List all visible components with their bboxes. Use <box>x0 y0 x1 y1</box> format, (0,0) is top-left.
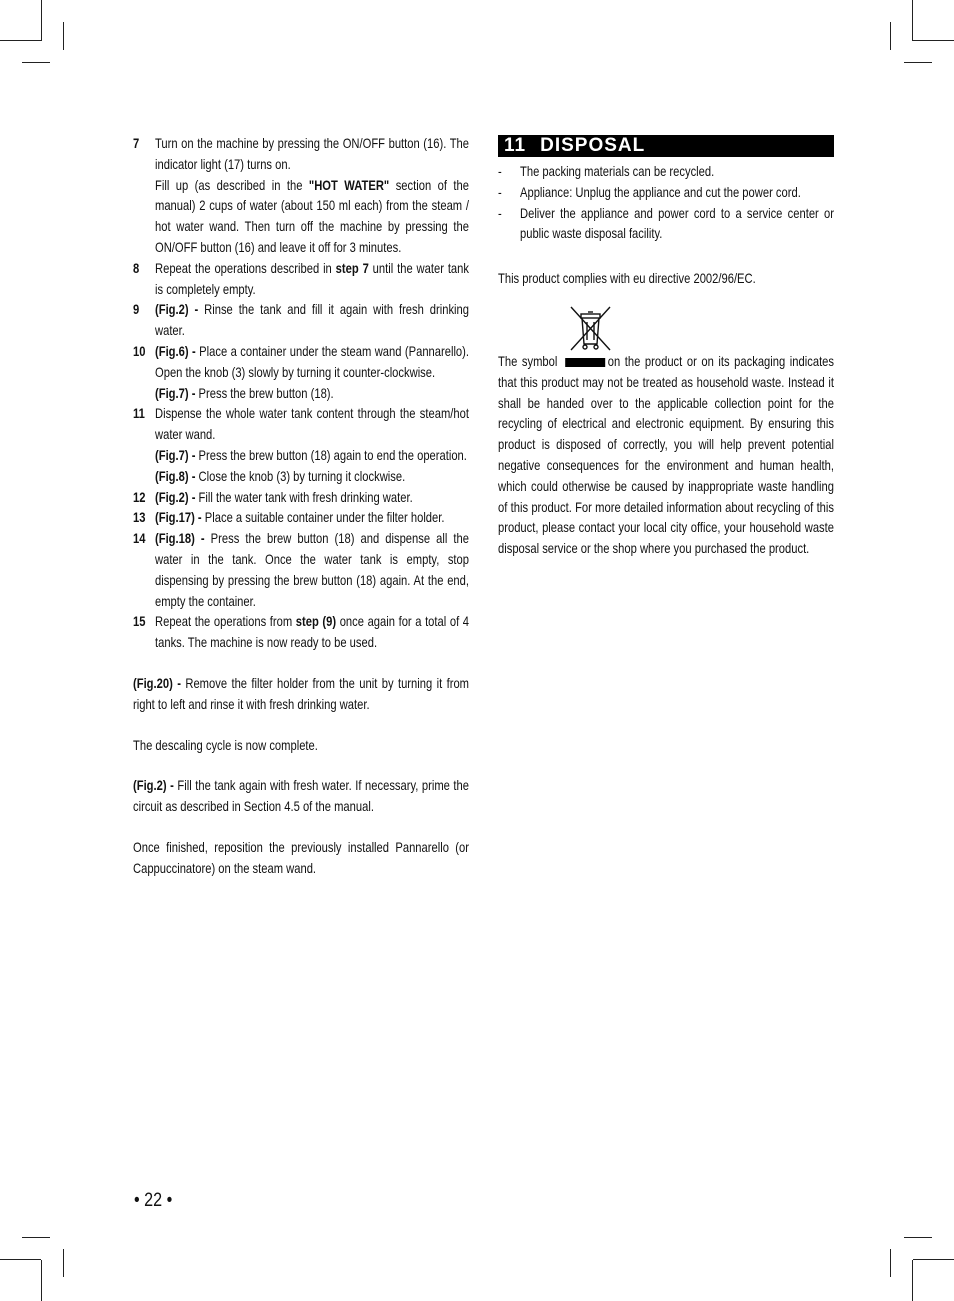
crop-mark <box>913 1259 954 1260</box>
section-title: DISPOSAL <box>540 135 646 156</box>
dash-marker: - <box>498 204 502 221</box>
text: Fill the water tank with fresh drinking water. <box>195 488 413 505</box>
figure-ref: (Fig.17) - <box>155 509 202 526</box>
figure-ref: (Fig.20) - <box>133 674 181 691</box>
step-15 <box>133 611 469 653</box>
figure-ref: (Fig.7) - <box>155 384 196 401</box>
crossed-out-bin-icon <box>567 304 614 353</box>
step-13 <box>133 507 469 528</box>
step-12 <box>133 487 469 508</box>
section-heading <box>498 135 834 157</box>
figure-ref: (Fig.18) - <box>155 530 205 547</box>
text: Repeat the operations described in <box>155 259 336 276</box>
step-10 <box>133 341 469 383</box>
text: Fill the tank again with fresh water. If necessary, prime the circuit as described in Section 4.5 of the manual. <box>133 777 470 815</box>
disposal-paragraph <box>498 351 834 559</box>
text: Place a container under the steam wand (Pannarello). Open the knob (3) slowly by turning it counter-clockwise. <box>155 342 470 380</box>
text: Rinse the tank and fill it again with fresh drinking water. <box>155 301 470 339</box>
step-number: 9 <box>133 301 140 318</box>
crop-mark <box>890 22 891 50</box>
step-number: 7 <box>133 135 140 151</box>
crop-mark <box>890 1249 891 1277</box>
section-number: 11 <box>504 135 527 156</box>
step-7 <box>133 133 469 175</box>
text: Repeat the operations from <box>155 613 296 630</box>
crop-mark <box>0 40 41 41</box>
step-10-detail <box>133 383 469 404</box>
step-11-detail-2 <box>133 466 469 487</box>
dash-marker: - <box>498 183 502 200</box>
crop-mark <box>904 62 932 63</box>
bullet-item <box>498 161 834 182</box>
text: Press the brew button (18) again to end the operation. <box>195 446 467 463</box>
step-11-detail-1 <box>133 445 469 466</box>
text: Deliver the appliance and power cord to a service center or public waste disposal facility. <box>520 204 834 242</box>
crop-mark <box>63 22 64 50</box>
figure-ref: (Fig.6) - <box>155 342 196 359</box>
step-14 <box>133 528 469 611</box>
step-number: 15 <box>133 613 146 630</box>
text: Close the knob (3) by turning it clockwise. <box>195 467 406 484</box>
text: The symbol <box>498 352 558 369</box>
figure-ref: (Fig.2) - <box>155 488 196 505</box>
figure-ref: (Fig.2) - <box>133 777 174 794</box>
crop-mark <box>41 0 42 41</box>
filter-holder-paragraph <box>133 673 469 715</box>
text: Press the brew button (18) and dispense all the water in the tank. Once the water tank is empty, stop dispensing by pressing the brew button (18) again. At the end, empty the container. <box>155 530 469 609</box>
step-number: 8 <box>133 259 140 276</box>
text: Place a suitable container under the filter holder. <box>201 509 445 526</box>
crop-mark <box>904 1237 932 1238</box>
step-number: 12 <box>133 488 146 505</box>
step-text: Turn on the machine by pressing the ON/OFF button (16). The indicator light (17) turns on. <box>155 135 469 172</box>
text: Press the brew button (18). <box>195 384 334 401</box>
crop-mark <box>912 0 913 41</box>
descaling-complete-paragraph: The descaling cycle is now complete. <box>133 736 318 753</box>
right-column <box>498 133 834 559</box>
step-9 <box>133 299 469 341</box>
text: Remove the filter holder from the unit by turning it from right to left and rinse it with fresh drinking water. <box>133 674 469 712</box>
text: section of the manual) 2 cups of water (about 150 ml each) from the steam / hot water wand. Then turn off the machine by pressing the ON/OFF button (16) and leave it off for 3 minutes. <box>155 176 469 255</box>
symbol-bar <box>565 358 605 367</box>
crop-mark <box>912 1260 913 1301</box>
right-column-text <box>498 161 834 559</box>
text: once again for a total of 4 tanks. The machine is now ready to be used. <box>155 613 470 651</box>
dash-marker: - <box>498 163 502 179</box>
step-7-detail <box>133 175 469 258</box>
figure-ref: (Fig.8) - <box>155 467 196 484</box>
text: Dispense the whole water tank content through the steam/hot water wand. <box>155 405 469 443</box>
step-number: 13 <box>133 509 146 526</box>
crop-mark <box>913 40 954 41</box>
reposition-paragraph: Once finished, reposition the previously installed Pannarello (or Cappuccinatore) on the steam wand. <box>133 838 469 876</box>
figure-ref: (Fig.7) - <box>155 446 196 463</box>
crop-mark <box>41 1260 42 1301</box>
step-ref: step (9) <box>295 613 337 630</box>
hot-water-ref: "HOT WATER" <box>308 176 390 193</box>
directive-text: This product complies with eu directive 2002/96/EC. <box>498 270 756 287</box>
text: Appliance: Unplug the appliance and cut the power cord. <box>520 183 801 200</box>
bullet-item <box>498 182 834 203</box>
step-number: 14 <box>133 530 146 547</box>
text: until the water tank is completely empty. <box>155 259 469 297</box>
left-column <box>133 133 469 879</box>
refill-paragraph <box>133 775 469 817</box>
text: on the product or on its packaging indicates that this product may not be treated as household waste. Instead it shall be handed over to the applicable collection point for the recycling of electrical and electronic equipment. By ensuring this product is disposed of correctly, you will help prevent potential negative consequences for the environment and human health, which could otherwise be caused by inappropriate waste handling of this product. For more detailed information about recycling of this product, please contact your local city office, your household waste disposal service or the shop where you purchased the product. <box>498 352 835 557</box>
step-11 <box>133 403 469 445</box>
step-number: 11 <box>133 405 145 422</box>
crop-mark <box>22 1237 50 1238</box>
left-column-text <box>133 133 469 879</box>
step-8 <box>133 258 469 300</box>
crop-mark <box>22 62 50 63</box>
step-number: 10 <box>133 342 146 359</box>
page-number: • 22 • <box>134 1190 173 1211</box>
figure-ref: (Fig.2) - <box>155 301 199 318</box>
text: The packing materials can be recycled. <box>520 163 715 179</box>
step-ref: step 7 <box>335 259 369 276</box>
crop-mark <box>0 1259 41 1260</box>
crop-mark <box>63 1249 64 1277</box>
bullet-item <box>498 203 834 245</box>
text: Fill up (as described in the <box>155 176 309 193</box>
